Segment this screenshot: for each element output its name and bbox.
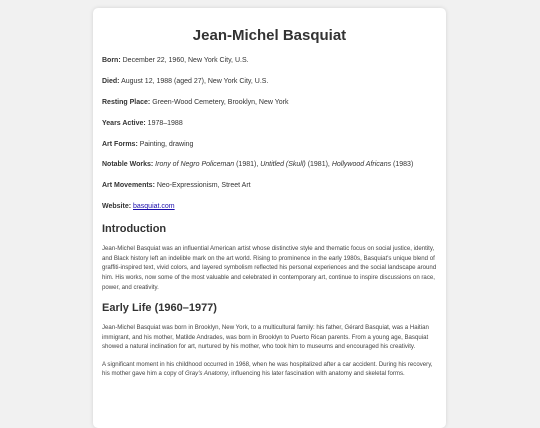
- fact-art-forms: [102, 140, 437, 150]
- section-heading-introduction: Introduction: [102, 223, 167, 236]
- fact-value: December 22, 1960, New York City, U.S.: [122, 57, 249, 64]
- fact-art-movements: [102, 181, 437, 191]
- fact-value: Green-Wood Cemetery, Brooklyn, New York: [152, 98, 289, 106]
- paragraph-text: A significant moment in his childhood occurred in 1968, when he was hospitalized after a car accident. During his recovery, his mother gave him a copy of: [102, 360, 433, 378]
- fact-value: Painting, drawing: [139, 140, 194, 148]
- fact-value: Neo-Expressionism, Street Art: [156, 182, 251, 190]
- fact-years-active: [102, 119, 437, 129]
- fact-label: Resting Place:: [102, 98, 151, 106]
- paragraph-text: , influencing his later fascination with anatomy and skeletal forms.: [227, 370, 405, 378]
- book-title: Gray's Anatomy: [184, 370, 228, 378]
- fact-label: Art Movements:: [102, 182, 155, 190]
- fact-value: August 12, 1988 (aged 27), New York City, U.S.: [121, 77, 269, 85]
- section-heading-early-life: Early Life (1960–1977): [102, 302, 217, 315]
- notable-work-title: Hollywood Africans: [331, 161, 392, 169]
- fact-resting-place: [102, 98, 437, 108]
- notable-work-year: (1983): [391, 161, 414, 169]
- fact-label: Born:: [102, 57, 121, 64]
- fact-died: [102, 77, 437, 87]
- fact-notable-works: [102, 160, 437, 170]
- article-card: [93, 8, 446, 428]
- fact-label: Notable Works:: [102, 161, 154, 169]
- early-life-paragraph: [102, 360, 437, 379]
- notable-work-title: Irony of Negro Policeman: [155, 161, 235, 169]
- notable-work-year: (1981),: [234, 161, 261, 169]
- fact-label: Years Active:: [102, 119, 146, 127]
- fact-label: Art Forms:: [102, 140, 138, 148]
- fact-label: Died:: [102, 77, 120, 85]
- fact-website: [102, 202, 437, 212]
- section-introduction: [102, 244, 437, 292]
- infobox: [102, 56, 437, 212]
- notable-work-year: (1981),: [305, 161, 332, 169]
- notable-work-title: Untitled (Skull): [260, 161, 306, 169]
- fact-born: [102, 56, 437, 66]
- fact-value: 1978–1988: [147, 119, 183, 127]
- fact-label: Website:: [102, 203, 132, 211]
- early-life-paragraph: Jean-Michel Basquiat was born in Brooklyn, New York, to a multicultural family: his father, Gérard Basquiat, was a Haitian immigrant, and his mother, Matilde Andrades, was born in Brooklyn to Puerto Rican parents. From a young age, Basquiat showed a natural inclination for art, nurtured by his mother, who took him to museums and encouraged his creativity.: [102, 324, 429, 351]
- website-link[interactable]: basquiat.com: [133, 203, 175, 211]
- intro-paragraph: Jean-Michel Basquiat was an influential American artist whose distinctive style and thematic focus on social justice, identity, and Black history left an indelible mark on the art world. Rising to prominence in the early 1980s, Basquiat's unique blend of graffiti-inspired text, vivid colors, and layered symbolism reflected his personal experiences and the social landscape around him. His works, now some of the most valuable and celebrated in contemporary art, continue to inspire discussions on race, power, and creativity.: [102, 245, 437, 291]
- section-early-life: [102, 323, 437, 379]
- page-title: Jean-Michel Basquiat: [192, 27, 347, 44]
